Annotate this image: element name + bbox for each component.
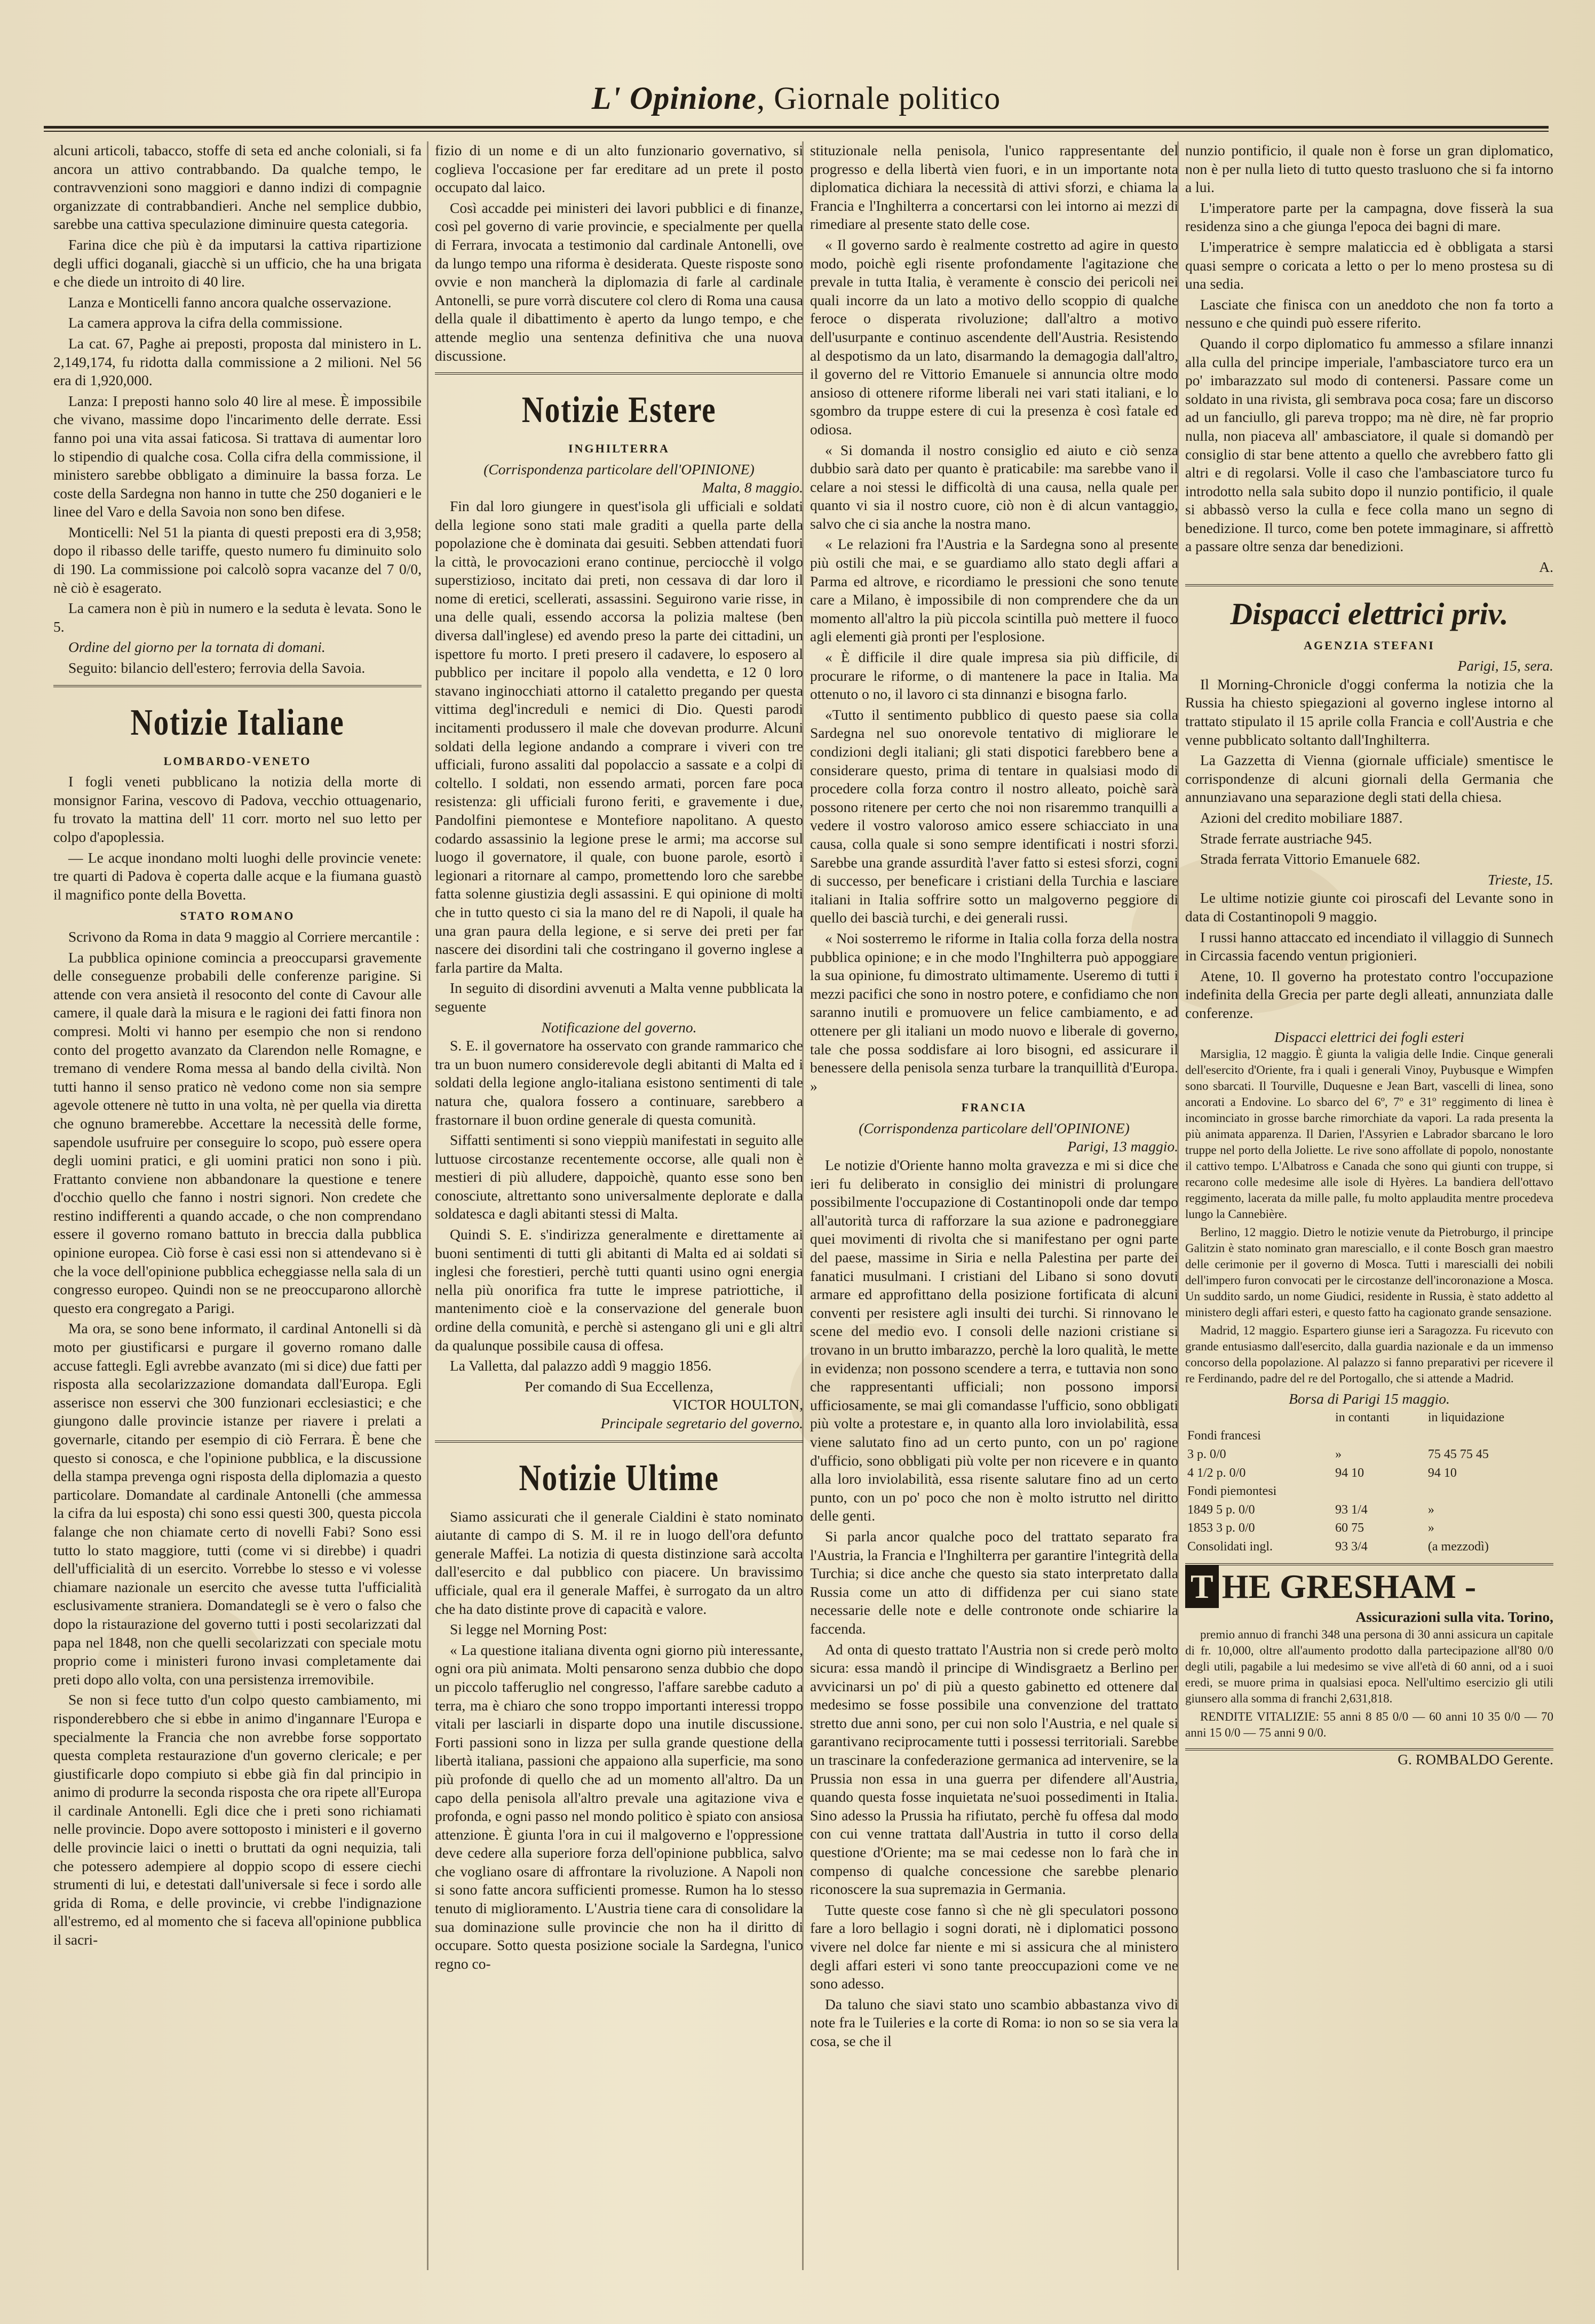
article-paragraph: fizio di un nome e di un alto funzionario governativo, si coglieva l'occasione per far ereditare ad un prete il posto occupato dal laico. bbox=[435, 142, 803, 196]
borsa-title: Borsa di Parigi 15 maggio. bbox=[1289, 1390, 1450, 1407]
article-paragraph: In seguito di disordini avvenuti a Malta venne pubblicata la seguente bbox=[435, 980, 803, 1015]
borsa-cell: (a mezzodì) bbox=[1427, 1539, 1489, 1554]
borsa-cell: 1849 5 p. 0/0 bbox=[1187, 1502, 1255, 1517]
article-paragraph: La pubblica opinione comincia a preoccuparsi gravemente delle conseguenze probabili delle conferenze parigine. Si attende con vera ansietà il resoconto del conte di Cavour alle camere, il quale darà la misura e le ragioni dei fatti finora non compresi. Molti vi hanno per esempio che non si rendono conto del progetto avanzato da Clarendon nelle Romagne, e tremano di vendere Roma messa al bando della civiltà. Non tutti hanno il senso pratico nè vedono come non sia sempre agevole ottenere nè tutto in una volta, nè per quella via diretta che ognuno bramerebbe. Accettare la necessità delle forme, sapendole usufruire per conseguire lo scopo, può essere opera degli uomini pratici, e gli uomini pratici non sono i più. Frattanto conviene non abbandonare la questione e tenere d'occhio quello che fanno i nostri signori. Non credete che restino indifferenti a quando accade, o che non comprendano essere il governo romano battuto in breccia dalla pubblica opinione europea. Ciò forse è casi essi non si attendevano si è che la voce dell'opinione pubblica echeggiasse nella sala di un congresso europeo. Quindi non se ne preoccuparono allorchè questo era congregato a Parigi. bbox=[53, 949, 422, 1316]
article-paragraph: L'imperatore parte per la campagna, dove fisserà la sua residenza sino a che giunga l'epoca dei bagni di mare. bbox=[1185, 199, 1553, 235]
column-1 bbox=[53, 141, 422, 2275]
borsa-row bbox=[1185, 1464, 1553, 1483]
borsa-row bbox=[1185, 1427, 1553, 1445]
borsa-cell: 94 10 bbox=[1427, 1466, 1457, 1480]
article-paragraph: Seguito: bilancio dell'estero; ferrovia della Savoia. bbox=[68, 659, 366, 676]
article-paragraph: Farina dice che più è da imputarsi la cattiva ripartizione degli uffici doganali, giacchè si un ufficio, che ha una brigata e che diede un introito di 40 lire. bbox=[53, 236, 422, 290]
column-separator bbox=[427, 141, 428, 2270]
gresham-name: HE GRESHAM - bbox=[1221, 1567, 1477, 1606]
article-paragraph: Lanza: I preposti hanno solo 40 lire al mese. È impossibile che vivano, massime dopo l'incarimento delle derrate. Essi fanno poi una vita assai faticosa. Si trattava di aumentar loro lo stipendio di qualche cosa. Colla cifra della commissione, il ministero sarebbe obbligato a diminuire la bassa forza. Le coste della Sardegna non hanno in tutte che 250 doganieri e le linee del Varo e della Savoia non sono ben difese. bbox=[53, 392, 422, 520]
correspondence-line: (Corrispondenza particolare dell'OPINIONE) bbox=[859, 1119, 1130, 1136]
borsa-row bbox=[1185, 1538, 1553, 1556]
article-signature: A. bbox=[1539, 559, 1553, 576]
article-paragraph: Ordine del giorno per la tornata di domani. bbox=[68, 639, 326, 656]
article-paragraph: Quindi S. E. s'indirizza generalmente e direttamente ai buoni sentimenti di tutti gli abitanti di Malta ed ai soldati si inglesi che forestieri, perchè tutti quanti usino ogni energia nella più onorifica fra tutte le imprese patriottiche, il mantenimento cioè e la conservazione del generale buon ordine della comunità, e perchè si astengano gli uni e gli altri da qualunque possibile causa di offesa. bbox=[435, 1226, 803, 1354]
correspondence-line: (Corrispondenza particolare dell'OPINIONE) bbox=[483, 460, 755, 477]
article-paragraph: La Gazzetta di Vienna (giornale ufficiale) smentisce le corrispondenze di alcuni giornali della Germania che annunziavano una separazione degli stati della chiesa. bbox=[1185, 752, 1553, 806]
section-rule bbox=[1185, 584, 1553, 586]
article-paragraph: stituzionale nella penisola, l'unico rappresentante del progresso e della libertà vien fuori, e in un importante nota diplomatica dichiara la necessità di attivi sforzi, e chiama la Francia e l'Inghilterra a concertarsi con lei intorno ai mezzi di rimediare al presente stato delle cose. bbox=[810, 142, 1178, 233]
borsa-header-cell: in liquidazione bbox=[1427, 1410, 1505, 1424]
article-paragraph: « Il governo sardo è realmente costretto ad agire in questo modo, poichè egli risente profondamente l'agitazione che prevale in tutta Italia, è veramente è conscio dei pericoli nei quali incorre da un lato a motivo dello scoppio di qualche feroce o disperata rivoluzione; dall'altro a motivo dell'usurpante e continuo ascendente dell'Austria. Resistendo al despotismo da un lato, disarmando la demagogia dall'altro, il governo del re Vittorio Emanuele si annuncia oltre modo ansioso di ottenere riforme liberali nei vari stati italiani, e lo sgombro da truppe estere di cui la presenza è così fatale ed odiosa. bbox=[810, 236, 1178, 437]
article-paragraph: nunzio pontificio, il quale non è forse un gran diplomatico, non è per nulla lieto di tutto questo trasluono che si fa intorno a lui. bbox=[1185, 142, 1553, 196]
section-heading: Notizie Ultime bbox=[519, 1457, 719, 1499]
article-paragraph: Madrid, 12 maggio. Espartero giunse ieri a Saragozza. Fu ricevuto con grande entusiasmo dall'esercito, dalla guardia nazionale e da un immenso concorso della popolazione. Al palazzo si fanno preparativi per ricevere il re Ferdinando, padre del re del Portogallo, che si attende a Madrid. bbox=[1185, 1324, 1553, 1386]
borsa-cell: » bbox=[1427, 1521, 1434, 1535]
article-paragraph: Fin dal loro giungere in quest'isola gli ufficiali e soldati della legione sono stati male graditi a quella parte della popolazione che è dominata dai gesuiti. Sebben attendati fuori la città, le provocazioni erano continue, perciocchè il volgo superstizioso, incitato dai preti, non cessava di dar loro il nome di eretici, scellerati, assassini. Seguirono varie risse, in una delle quali, essendo accorsa la polizia maltese (ben diversa dall'inglese) ed avendo preso la parte dei cittadini, un ispettore fu morto. I preti presero il cadavere, lo esposero al pubblico per incitare il popolo alla vendetta, e 12 0 loro stavano inginocchiati attorno il cataletto pregando per questa vittima degl'increduli e nemici di Dio. Questi parodi incitamenti produssero il male che dovevan produrre. Alcuni soldati della legione andando a comprare i viveri con tre ufficiali, furono assaliti dal popolaccio a sassate e a colpi di coltello. I soldati, non essendo armati, porcen fare poca resistenza: gli ufficiali furono feriti, e gravemente i due, Pandolfini piemontese e Montefiore napolitano. A questo codardo assassinio la legione prese le armi; ma accorse sul luogo il governatore, il quale, con buone parole, esortò i legionari a ritornare al campo, promettendo loro che sarebbe fatta solenne giustizia degli assassini. E qui opinione di molti che in tutto questo ci sia la mano del re di Napoli, il quale ha una gran paura della legione, e si serve dei preti per far nascere dei disordini tali che costringano il governo inglese a farla partire da Malta. bbox=[435, 497, 803, 976]
column-3 bbox=[810, 141, 1178, 2275]
advert-paragraph: RENDITE VITALIZIE: 55 anni 8 85 0/0 — 60 anni 10 35 0/0 — 70 anni 15 0/0 — 75 anni 9 0/0. bbox=[1185, 1710, 1553, 1740]
masthead-rule bbox=[44, 126, 1549, 129]
borsa-table bbox=[1185, 1408, 1553, 1556]
dateline: Trieste, 15. bbox=[1488, 871, 1553, 888]
article-paragraph: Azioni del credito mobiliare 1887. bbox=[1200, 809, 1403, 826]
article-paragraph: Strada ferrata Vittorio Emanuele 682. bbox=[1200, 850, 1421, 867]
signature-title: Principale segretario del governo. bbox=[600, 1415, 803, 1431]
article-paragraph: La camera approva la cifra della commissione. bbox=[68, 314, 343, 331]
dateline: Parigi, 13 maggio. bbox=[1067, 1138, 1178, 1155]
borsa-row bbox=[1185, 1445, 1553, 1464]
dateline: Malta, 8 maggio. bbox=[702, 479, 803, 496]
article-paragraph: Tutte queste cose fanno sì che nè gli speculatori possono fare a loro bellagio i sogni dorati, nè i diplomatici possono vivere nel dolce far niente e mi si assicura che al ministero degli affari esteri vi sono tante preoccupazioni come ve ne sono adesso. bbox=[810, 1901, 1178, 1992]
section-rule bbox=[435, 1440, 803, 1443]
article-paragraph: I fogli veneti pubblicano la notizia della morte di monsignor Farina, vescovo di Padova, vecchio ottuagenario, fu trovato la mattina dell' 11 corr. morto nel suo letto per colpo d'apoplessia. bbox=[53, 773, 422, 845]
article-paragraph: Così accadde pei ministeri dei lavori pubblici e di finanze, così pel governo di varie provincie, e specialmente per quella di Ferrara, invocata a testimonio dal cardinale Antonelli, ove da lungo tempo una riforma è desiderata. Queste risposte sono ovvie e non mancherà la diplomazia di farle al cardinale Antonelli, se pure vorrà discutere col clero di Roma una causa della quale il dibattimento è aperto da lungo tempo, e che attende meglio una sentenza definitiva che una nuova discussione. bbox=[435, 199, 803, 364]
region-subheading: STATO ROMANO bbox=[180, 909, 295, 923]
newspaper-name: L' Opinione bbox=[591, 81, 757, 116]
borsa-row bbox=[1185, 1519, 1553, 1538]
advert-paragraph: premio annuo di franchi 348 una persona di 30 anni assicura un capitale di fr. 10,000, oltre all'aumento prodotto dalla partecipazione all'80 0/0 degli utili, pagabile a lui medesimo se vive all'età di 60 anni, od a i suoi eredi, se muore prima in qualsiasi epoca. Nell'ultimo esercizio gli utili giunsero alla somma di franchi 2,631,818. bbox=[1185, 1628, 1553, 1706]
article-paragraph: Quando il corpo diplomatico fu ammesso a sfilare innanzi alla culla del principe imperiale, l'ambasciatore turco era un po' imbarazzato sul modo di contenersi. Passare come un soldato in una rivista, gli sembrava poca cosa; fare un discorso ad un fanciullo, gli pareva troppo; ma nè dire, nè far proprio nulla, non piaceva all' ambasciatore, il quale si domandò per consiglio di star bene attento a quello che avrebbero fatto gli altri e di regolarsi. Volle il caso che l'ambasciatore turco fu introdotto nella sala subito dopo il nunzio pontificio, il quale si abbassò verso la culla e fece colla mano un segno di benedizione. Il turco, come ben potete immaginare, si affrettò a passare oltre senza dar benedizioni. bbox=[1185, 335, 1553, 555]
region-subheading: FRANCIA bbox=[961, 1101, 1027, 1115]
borsa-cell: 60 75 bbox=[1335, 1521, 1364, 1535]
article-paragraph: Scrivono da Roma in data 9 maggio al Corriere mercantile : bbox=[68, 928, 420, 945]
section-heading: Notizie Italiane bbox=[130, 702, 345, 743]
article-paragraph: Berlino, 12 maggio. Dietro le notizie venute da Pietroburgo, il principe Galitzin è stato nominato gran maresciallo, e il conte Bosch gran maestro delle cerimonie per il governo di Mosca. Tutti i marescialli dei nobili dell'impero furon convocati per le circostanze dell'incoronazione a Mosca. Un suddito sardo, un nome Giudici, residente in Russia, è stato addetto al ministero degli affari esteri, e questo fatto ha cagionato grande sensazione. bbox=[1185, 1225, 1553, 1319]
article-paragraph: La Valletta, dal palazzo addì 9 maggio 1856. bbox=[450, 1357, 712, 1374]
newspaper-title bbox=[44, 80, 1549, 117]
borsa-header-cell: in contanti bbox=[1335, 1410, 1390, 1424]
borsa-cell: 75 45 75 45 bbox=[1427, 1447, 1489, 1461]
borsa-cell bbox=[1426, 1482, 1553, 1501]
article-paragraph: « È difficile il dire quale impresa sia più difficile, di procurare le riforme, o di mantenere la pace in Italia. Ma ottenuto o no, il lavoro ci sta dinnanzi e bisogna farlo. bbox=[810, 649, 1178, 703]
borsa-header-row bbox=[1185, 1408, 1553, 1427]
article-paragraph: Il Morning-Chronicle d'oggi conferma la notizia che la Russia ha chiesto spiegazioni al governo inglese intorno al trattato stipulato il 15 aprile colla Francia e coll'Austria e che venne pubblicato soltanto dall'Inghilterra. bbox=[1185, 675, 1553, 748]
article-paragraph: La camera non è più in numero e la seduta è levata. Sono le 5. bbox=[53, 600, 422, 635]
borsa-cell: 93 1/4 bbox=[1335, 1502, 1368, 1517]
article-paragraph: « Le relazioni fra l'Austria e la Sardegna sono al presente più ostili che mai, e se guardiamo allo stato degli affari a Parma ed altrove, e ricordiamo le pressioni che sono tenute care a Milano, è impossibile di non comprendere che da un momento all'altro la più piccola scintilla può mettere il fuoco agli elementi già pronti per l'esplosione. bbox=[810, 536, 1178, 645]
section-rule bbox=[53, 685, 422, 687]
column-4 bbox=[1185, 141, 1553, 2275]
region-subheading: INGHILTERRA bbox=[568, 442, 670, 456]
article-paragraph: L'imperatrice è sempre malaticcia ed è obbligata a starsi quasi sempre o coricata a letto o per lo meno prostesa su di una sedia. bbox=[1185, 238, 1553, 292]
column-2 bbox=[435, 141, 803, 2275]
region-subheading: LOMBARDO-VENETO bbox=[163, 754, 312, 768]
article-paragraph: Le ultime notizie giunte coi piroscafi del Levante sono in data di Costantinopoli 9 maggio. bbox=[1185, 889, 1553, 925]
masthead-rule-thin bbox=[44, 131, 1549, 132]
borsa-cell: Fondi francesi bbox=[1187, 1429, 1261, 1443]
borsa-cell: 3 p. 0/0 bbox=[1187, 1447, 1226, 1461]
article-paragraph: Si parla ancor qualche poco del trattato separato fra l'Austria, la Francia e l'Inghilterra per garantire l'integrità della Turchia; si dice anche che questo sia stato interpretato dalla Russia come un atto di diffidenza per cui siano state necessarie delle note e delle contronote onde schiarire la faccenda. bbox=[810, 1527, 1178, 1637]
article-paragraph: Ad onta di questo trattato l'Austria non si crede però molto sicura: essa mandò il principe di Windisgraetz a Berlino per avvicinarsi un po' di più a questo gabinetto ed ottenere dal medesimo se fosse possibile una convenzione del trattato stretto due anni sono, per cui non solo l'Austria, e nel quale si garantivano reciprocamente tutti i possessi territoriali. Sarebbe un trascinare la confederazione germanica ad intervenire, se la Prussia non essa in una guerra per difendere all'Austria, quando questa fosse inquietata ne'suoi possedimenti in Italia. Sino adesso la Prussia ha rifiutato, perchè fu offesa dal modo con cui venne trattata dall'Austria in tutto il corso della questione d'Oriente; ma se mai cedesse non lo farà che in compenso di qualche concessione che sarebbe plenario riconoscere la sua supremazia in Germania. bbox=[810, 1641, 1178, 1898]
gerente-line: G. ROMBALDO Gerente. bbox=[1398, 1751, 1553, 1768]
article-paragraph: Da taluno che siavi stato uno scambio abbastanza vivo di note fra le Tuileries e la corte di Roma: io non so se sia vera la cosa, se che il bbox=[810, 1995, 1178, 2049]
article-paragraph: Monticelli: Nel 51 la pianta di questi preposti era di 3,958; dopo il ribasso delle tariffe, questo numero fu diminuito solo di 190. La commissione poi calcolò sopra vacanze del 7 0/0, nè ciò è esagerato. bbox=[53, 523, 422, 596]
borsa-row bbox=[1185, 1482, 1553, 1501]
borsa-cell bbox=[1426, 1427, 1553, 1445]
borsa-cell bbox=[1333, 1427, 1426, 1445]
section-heading: Notizie Estere bbox=[521, 389, 717, 431]
article-paragraph: Lanza e Monticelli fanno ancora qualche osservazione. bbox=[68, 293, 392, 311]
article-paragraph: Ma ora, se sono bene informato, il cardinal Antonelli si dà moto per giustificarsi e purgare il governo romano dalle accuse fattegli. Egli avrebbe avanzato (mi si dice) due fatti per risposta alla secolarizzazione domandata dall'Europa. Egli asserisce non esservi che 300 funzionari ecclesiastici; e che giungono dalle provincie istanze per riavere i prelati a governarle, citando per esempio di ciò Ferrara. È bene che questo si conosca, e che l'opinione pubblica, e la discussione della stampa prevenga ogni risposta della diplomazia a questo particolare. Domandate al cardinale Antonelli (che ammessa la cifra da lui esposta) chi sono essi questi 300, questa piccola falange che non chiamate certo di novelli Fabi? Sono essi tutto lo stato maggiore, tutti (come vi si direbbe) i quadri dell'ufficialità di un esercito. Vorrebbe lo stesso e vi volesse chiamare nazionale un esercito che avesse tutta l'ufficialità esclusivamente straniera. Domandategli se è vero o falso che dopo la ristaurazione del governo tutti i posti secolarizzati dal papa nel 1848, non che quelli secolarizzati con speciale motu proprio come i ministeri furono invasi completamente dai preti dopo allo volta, con una persistenza irremovibile. bbox=[53, 1320, 422, 1688]
article-paragraph: Le notizie d'Oriente hanno molta gravezza e mi si dice che ieri fu deliberato in consiglio dei ministri di prolungare possibilmente l'occupazione di Costantinopoli onde dar tempo all'autorità turca di rafforzare la sua azione e padroneggiare quei movimenti di rivolta che si manifestano per ogni parte del paese, massime in Siria e nella Palestina per parte dei fanatici musulmani. I cristiani del Libano si sono dovuti armare ed approfittano della posizione fortificata di alcuni conventi per resistere agli insulti dei turchi. Si rinnovano le scene del medio evo. I consoli delle nazioni cristiane si trovano in un brutto imbarazzo, perchè la loro qualità, le mette in evidenza; non possono scendere a terra, e tuttavia non sono che rappresentanti ufficiali; non possono imporsi ufficiosamente, se mai gli comandasse l'ufficio, sono obbligati più volte a protestare e, in quanto alla loro inviolabilità, essa viene salutato fino ad un certo punto, con un po' ragione d'ufficio, sono obbligati più volte per non ricevere e in quanto alla loro inviolabilità, essa risente salutare fino ad un certo punto, con un po' poco che non è molto istrutto nel diritto delle genti. bbox=[810, 1157, 1178, 1524]
article-paragraph: — Le acque inondano molti luoghi delle provincie venete: tre quarti di Padova è coperta dalle acque e la fiumana guastò il magnifico ponte della Bovetta. bbox=[53, 849, 422, 903]
article-paragraph: Marsiglia, 12 maggio. È giunta la valigia delle Indie. Cinque generali dell'esercito d'Oriente, fra i quali i generali Vinoy, Puybusque e Wimpfen sono sbarcati. Il Tourville, Duquesne e Jean Bart, vascelli di linea, sono ancorati a Endovine. Lo sbarco del 6º, 7º e 31º reggimento di linea è incominciato in grosse barche rimorchiate da vapori. La rada presenta la più animata apparenza. Il Darien, l'Assyrien e Labrador sbarcano le loro truppe nel porto della Joliette. Le rive sono affollate di popolo, nonostante il cattivo tempo. L'Albatross e Canada che sono qui giunti con truppe, si recarono colle medesime alle isole di Hyères. La bandiera dell'ottavo reggimento, lacerata da mille palle, fu molto applaudita mentre procedeva lungo la Cannebière. bbox=[1185, 1047, 1553, 1221]
article-paragraph: Lasciate che finisca con un aneddoto che non fa torto a nessuno e che quindi può essere riferito. bbox=[1185, 296, 1553, 331]
dateline: Parigi, 15, sera. bbox=[1457, 657, 1553, 674]
borsa-cell: 1853 3 p. 0/0 bbox=[1187, 1521, 1255, 1535]
borsa-cell: » bbox=[1427, 1502, 1434, 1517]
borsa-row bbox=[1185, 1501, 1553, 1519]
article-paragraph: S. E. il governatore ha osservato con grande rammarico che tra un buon numero considerevole degli abitanti di Malta ed i soldati della legione anglo-italiana esistono sentimenti di tale natura che, qualora fossero a continuare, sarebbero a frastornare il buon ordine generale di questa comunità. bbox=[435, 1037, 803, 1128]
article-paragraph: «Tutto il sentimento pubblico di questo paese sia colla Sardegna nel suo onorevole tentativo di migliorare le condizioni degli italiani; gli stati dispotici farebbero bene a considerare questo, prima di tentare in qualsiasi modo di procedere colla forza contro il nostro alleato, poichè sarà possono ritenere per certo che noi non risaremmo tranquilli a vedere il vostro valoroso amico essere schiacciato in una causa, colla quale si sono sempre identificati i nostri sforzi. Sarebbe una grande assurdità l'aver fatto si estesi sforzi, cogni di successo, per beneficare i cristiani della Turchia e lasciare italiani in Italia soffrire sotto un malgoverno peggiore di quello dei bascià turchi, e dei generali russi. bbox=[810, 706, 1178, 926]
borsa-cell: » bbox=[1335, 1447, 1342, 1461]
masthead bbox=[44, 80, 1549, 139]
article-paragraph: La cat. 67, Paghe ai preposti, proposta dal ministero in L. 2,149,174, fu ridotta dalla commissione a 2 milioni. Nel 56 era di 1,920,000. bbox=[53, 335, 422, 389]
section-rule bbox=[435, 372, 803, 375]
article-paragraph: I russi hanno attaccato ed incendiato il villaggio di Sunnech in Circassia facendo ventun prigionieri. bbox=[1185, 928, 1553, 964]
borsa-cell bbox=[1333, 1482, 1426, 1501]
notice-order: Per comando di Sua Eccellenza, bbox=[525, 1378, 713, 1395]
borsa-cell: Consolidati ingl. bbox=[1187, 1539, 1273, 1554]
section-heading: Dispacci elettrici priv. bbox=[1230, 596, 1509, 631]
borsa-cell: 94 10 bbox=[1335, 1466, 1364, 1480]
article-paragraph: « Si domanda il nostro consiglio ed aiuto e ciò senza dubbio sarà dato per quanto è praticabile: ma sarebbe vano il celare a noi stessi le difficoltà di una causa, nella quale per quanto vi sia il nostro cuore, ciò non è di alcun vantaggio, salvo che ci sia anche la nostra mano. bbox=[810, 441, 1178, 532]
gresham-initial: T bbox=[1185, 1565, 1219, 1608]
article-paragraph: « La questione italiana diventa ogni giorno più interessante, ogni ora più animata. Molti pensarono senza dubbio che dopo un piccolo tafferuglio nel congresso, l'affare sarebbe caduto a terra, ma è chiaro che sono troppo importanti interessi troppo vitali per lasciarli in disparte dopo una inutile discussione. Forti passioni sono in lizza per sulla grande questione della libertà italiana, passioni che appaiono alla superficie, ma sono più profonde di quello che ad un momento all'altro. Da un capo della penisola all'altro prevale una agitazione viva e profonda, e ogni passo nel mondo politico è spiato con ansiosa attenzione. È giunta l'ora in cui il malgoverno e l'oppressione deve cedere alla superiore forza dell'opinione pubblica, salvo che vogliano osare di affrontare la rivoluzione. A Napoli non si sono fatte ancora sufficienti promesse. Rumon ha lo stesso tenuto di miglioramento. L'Austria tiene cara di consolidare la sua dominazione sulle provincie che non ha il diritto di occupare. Sotto questa posizione sociale la Sardegna, l'unico regno co- bbox=[435, 1641, 803, 1972]
article-paragraph: Si legge nel Morning Post: bbox=[450, 1621, 607, 1638]
article-paragraph: « Noi sosterremo le riforme in Italia colla forza della nostra pubblica opinione; e in che modo l'Inghilterra può appoggiare la sua opinione, fu dimostrato ultimamente. Useremo di tutti i mezzi pacifici che sono in nostro potere, e confidiamo che non saranno inutili e promuovere un felice cambiamento, e ad ottenere per gli italiani un modo nuovo e liberale di governo, tale che possa soddisfare ai loro bisogni, ed assicurare il benessere della penisola senza turbare la tranquillità d'Europa. » bbox=[810, 929, 1178, 1094]
borsa-cell: Fondi piemontesi bbox=[1187, 1484, 1277, 1499]
borsa-cell: 4 1/2 p. 0/0 bbox=[1187, 1466, 1246, 1480]
article-paragraph: Siamo assicurati che il generale Cialdini è stato nominato aiutante di campo di S. M. il re in luogo dell'ora defunto generale Maffei. La notizia di questa distinzione sarà accolta dall'esercito e dal pubblico con piacere. Un bravissimo ufficiale, qual era il generale Maffei, è surrogato da un altro che ha dato distinte prove di capacità e valore. bbox=[435, 1508, 803, 1617]
agency-subheading: AGENZIA STEFANI bbox=[1304, 638, 1435, 652]
gresham-subtitle: Assicurazioni sulla vita. Torino, bbox=[1355, 1609, 1553, 1626]
article-paragraph: Siffatti sentimenti si sono vieppiù manifestati in seguito alle luttuose circostanze recentemente occorse, alle quali non è mestieri di più alludere, dappoichè, quanto esse sono ben conosciute, altrettanto sono universalmente deplorate e dalla soldatesca e dagli abitanti stessi di Malta. bbox=[435, 1132, 803, 1222]
notice-title: Notificazione del governo. bbox=[541, 1018, 697, 1036]
newspaper-subtitle: , Giornale politico bbox=[757, 81, 1001, 116]
borsa-cell: 93 3/4 bbox=[1335, 1539, 1368, 1554]
article-paragraph: Atene, 10. Il governo ha protestato contro l'occupazione indefinita della Grecia per parte degli alleati, annunziata dalle conferenze. bbox=[1185, 967, 1553, 1021]
gresham-advert-title bbox=[1185, 1565, 1553, 1608]
signature-name: VICTOR HOULTON, bbox=[672, 1396, 803, 1413]
subsection-heading: Dispacci elettrici dei fogli esteri bbox=[1274, 1028, 1464, 1045]
article-paragraph: Strade ferrate austriache 945. bbox=[1200, 830, 1372, 847]
article-paragraph: alcuni articoli, tabacco, stoffe di seta ed anche coloniali, si fa ancora un attivo contrabbando. Da qualche tempo, le contravvenzioni sono maggiori e danno indizi di compagnie organizzate di contrabbandieri. Anche nel semplice dubbio, sarebbe una cattiva speculazione diminuire questa categoria. bbox=[53, 142, 422, 233]
article-paragraph: Se non si fece tutto d'un colpo questo cambiamento, mi risponderebbero che si ebbe in animo d'ingannare l'Europa e specialmente la Francia che non avrebbe forse sopportato questa completa restaurazione d'un governo clericale; e per giustificarle dopo compiuto si ebbe già fin dal principio in animo di produrre la seconda risposta che ora ripete all'Europa il cardinale Antonelli. Egli dice che i preti sono richiamati nelle provincie. Dopo avere sottoposto i ministeri e il governo delle provincie laici o inetti o bruttati da ogni nequizia, tali che potessero adempiere al doppio scopo di essere ciechi strumenti di lui, e detestati dall'universale si fece i sordo alle grida di Roma, e delle provincie, vi crebbe l'indignazione all'estremo, ed al momento che si faceva all'opinione pubblica il sacri- bbox=[53, 1691, 422, 1948]
